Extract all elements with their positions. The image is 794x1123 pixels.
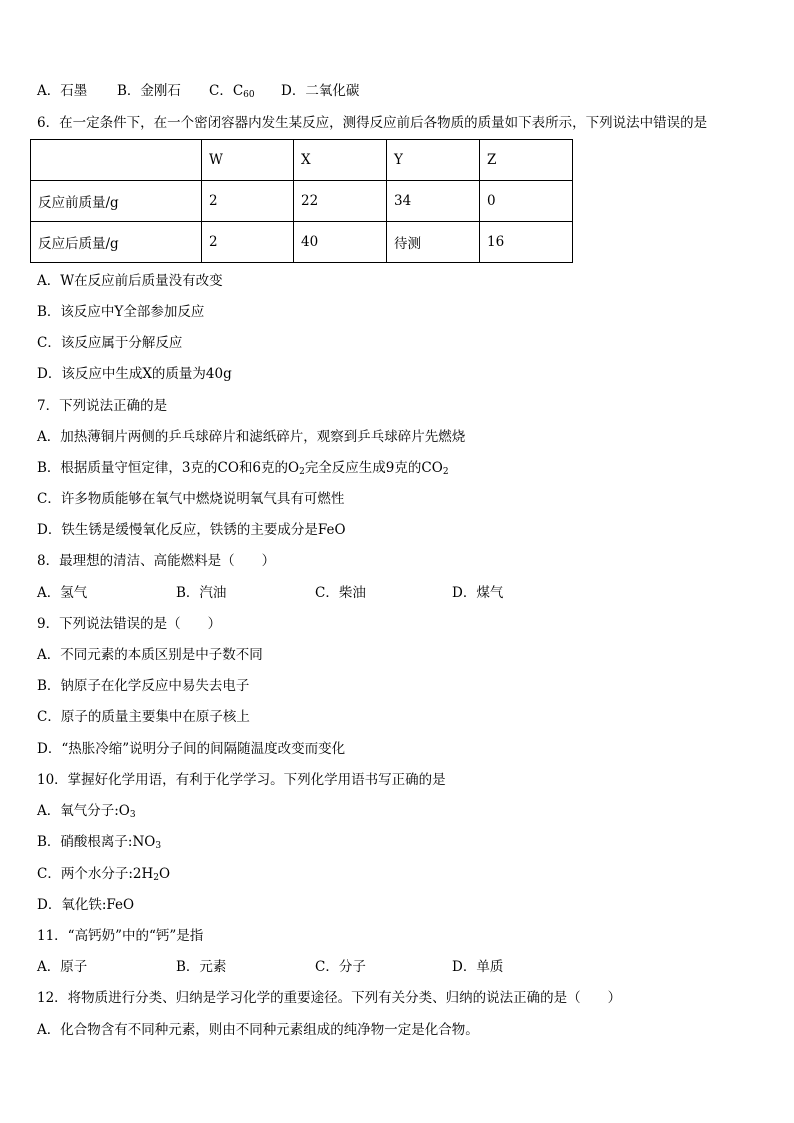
table-cell: 16 [480, 222, 573, 263]
q7-option-b-sub2: 2 [442, 467, 449, 477]
table-cell: Z [480, 140, 573, 181]
q10-option-c-text: C．两个水分子:2H [37, 866, 154, 882]
table-cell: Y [387, 140, 480, 181]
q12-stem: 12．将物质进行分类、归纳是学习化学的重要途径。下列有关分类、归纳的说法正确的是（ ） [37, 990, 622, 1006]
table-cell: 2 [202, 222, 294, 263]
table-cell: W [202, 140, 294, 181]
q6-option-d: D．该反应中生成X的质量为40g [37, 366, 232, 382]
q5-option-c [209, 81, 255, 101]
q9-option-b: B．钠原子在化学反应中易失去电子 [37, 678, 250, 694]
table-row [31, 181, 573, 222]
table-cell: 40 [294, 222, 387, 263]
q8-option-d: D．煤气 [452, 585, 504, 601]
q9-option-c: C．原子的质量主要集中在原子核上 [37, 709, 250, 725]
q10-option-c-suffix: O [158, 866, 171, 882]
q10-option-d: D．氧化铁:FeO [37, 897, 135, 913]
q6-mass-table [30, 139, 573, 263]
q7-option-b [37, 458, 449, 478]
q11-option-c: C．分子 [315, 959, 366, 975]
q8-option-b: B．汽油 [176, 585, 227, 601]
table-cell: 反应后质量/g [31, 222, 202, 263]
q8-option-a: A．氢气 [37, 585, 88, 601]
q8-option-c: C．柴油 [315, 585, 366, 601]
q7-option-b-part2: 完全反应生成9克的CO [304, 460, 443, 476]
q5-option-d: D．二氧化碳 [281, 83, 360, 99]
q7-option-b-sub1: 2 [299, 467, 305, 477]
table-cell: 2 [202, 181, 294, 222]
table-cell: 22 [294, 181, 387, 222]
q10-option-a-sub: 3 [129, 810, 136, 820]
q12-option-a: A．化合物含有不同种元素，则由不同种元素组成的纯净物一定是化合物。 [37, 1022, 479, 1038]
q9-stem: 9．下列说法错误的是（ ） [37, 616, 222, 632]
q10-option-a-text: A．氧气分子:O [37, 803, 130, 819]
q10-option-c [37, 864, 170, 884]
q10-option-b-sub: 3 [155, 841, 162, 851]
table-cell: 待测 [387, 222, 480, 263]
q10-option-a [37, 801, 136, 821]
table-row [31, 222, 573, 263]
table-cell [31, 140, 202, 181]
q11-option-b: B．元素 [176, 959, 227, 975]
table-cell: 34 [387, 181, 480, 222]
q10-stem: 10．掌握好化学用语，有利于化学学习。下列化学用语书写正确的是 [37, 772, 446, 788]
q11-stem: 11．“高钙奶”中的“钙”是指 [37, 928, 204, 944]
q6-stem: 6．在一定条件下，在一个密闭容器内发生某反应，测得反应前后各物质的质量如下表所示，下列说法中错误的是 [37, 115, 708, 131]
q8-stem: 8．最理想的清洁、高能燃料是（ ） [37, 553, 276, 569]
q5-option-c-sub: 60 [243, 90, 255, 100]
q10-option-b [37, 832, 161, 852]
q11-option-a: A．原子 [37, 959, 88, 975]
q5-option-b: B．金刚石 [117, 83, 181, 99]
q10-option-c-sub: 2 [153, 873, 159, 883]
q7-option-c: C．许多物质能够在氧气中燃烧说明氧气具有可燃性 [37, 491, 345, 507]
q7-option-a: A．加热薄铜片两侧的乒乓球碎片和滤纸碎片，观察到乒乓球碎片先燃烧 [37, 429, 466, 445]
table-header-row [31, 140, 573, 181]
q9-option-a: A．不同元素的本质区别是中子数不同 [37, 647, 263, 663]
q7-option-d: D．铁生锈是缓慢氧化反应，铁锈的主要成分是FeO [37, 522, 346, 538]
q11-option-d: D．单质 [452, 959, 504, 975]
q6-option-c: C．该反应属于分解反应 [37, 335, 183, 351]
table-cell: 0 [480, 181, 573, 222]
q5-option-c-text: C．C [209, 83, 244, 99]
q10-option-b-text: B．硝酸根离子:NO [37, 834, 156, 850]
table-cell: 反应前质量/g [31, 181, 202, 222]
q9-option-d: D．“热胀冷缩”说明分子间的间隔随温度改变而变化 [37, 741, 346, 757]
q6-option-b: B．该反应中Y全部参加反应 [37, 304, 205, 320]
q6-option-a: A．W在反应前后质量没有改变 [37, 273, 223, 289]
q7-option-b-part1: B．根据质量守恒定律，3克的CO和6克的O [37, 460, 300, 476]
table-cell: X [294, 140, 387, 181]
q7-stem: 7．下列说法正确的是 [37, 398, 168, 414]
q5-option-a: A．石墨 [37, 83, 88, 99]
